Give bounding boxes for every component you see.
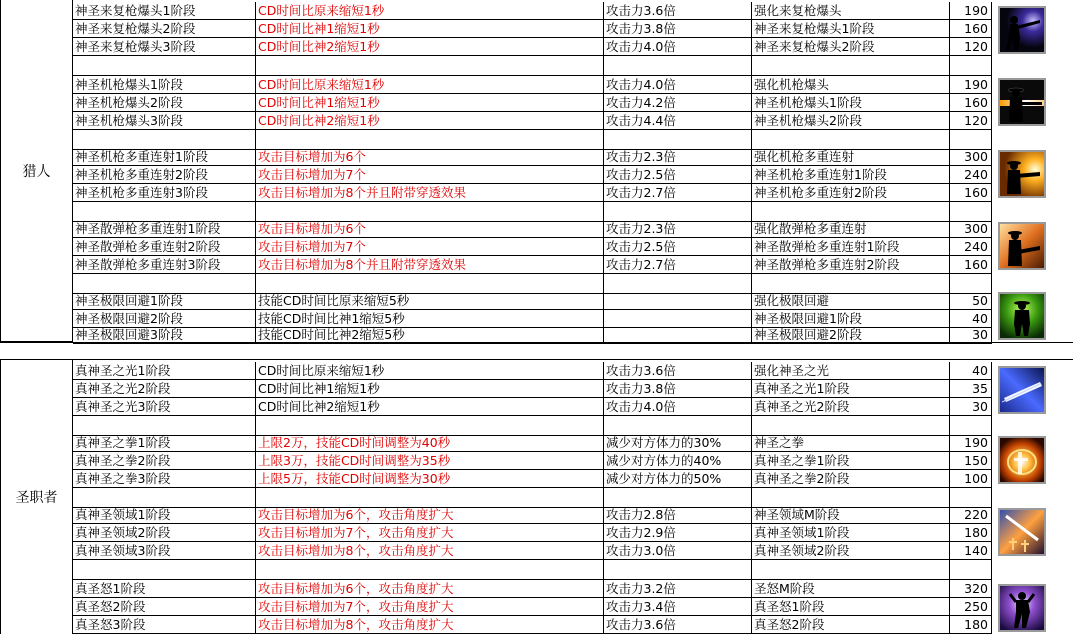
skill-desc: 攻击目标增加为6个	[256, 148, 604, 166]
spacer-cell	[604, 130, 752, 150]
skill-attack: 攻击力2.3倍	[604, 148, 752, 166]
spacer-cell	[752, 416, 950, 436]
table-row	[0, 470, 1073, 488]
skill-prereq: 真神圣之光2阶段	[752, 398, 950, 416]
extreme-evasion-icon	[998, 292, 1046, 340]
table-row	[0, 38, 1073, 56]
spacer-cell	[752, 130, 950, 150]
skill-points: 300	[950, 220, 992, 238]
skill-attack: 攻击力2.7倍	[604, 184, 752, 202]
skill-desc: CD时间比原来缩短1秒	[256, 2, 604, 20]
skill-attack: 攻击力4.0倍	[604, 398, 752, 416]
skill-name: 神圣极限回避3阶段	[73, 326, 256, 344]
skill-points: 190	[950, 76, 992, 94]
skill-points: 160	[950, 94, 992, 112]
skill-name: 神圣机枪多重连射3阶段	[73, 184, 256, 202]
skill-points: 180	[950, 524, 992, 542]
skill-desc: 上限2万，技能CD时间调整为40秒	[256, 434, 604, 452]
spacer-cell	[752, 202, 950, 222]
skill-name: 真神圣领域3阶段	[73, 542, 256, 560]
spacer-cell	[950, 488, 992, 508]
skill-desc: 攻击目标增加为8个并且附带穿透效果	[256, 184, 604, 202]
skill-points: 240	[950, 166, 992, 184]
spacer-cell	[73, 56, 256, 76]
holy-light-icon	[998, 366, 1046, 414]
skill-attack: 攻击力3.0倍	[604, 542, 752, 560]
table-row	[0, 238, 1073, 256]
skill-desc: 攻击目标增加为7个，攻击角度扩大	[256, 598, 604, 616]
spacer-cell	[950, 202, 992, 222]
skill-name: 真神圣之光2阶段	[73, 380, 256, 398]
skill-attack: 攻击力2.8倍	[604, 506, 752, 524]
skill-name: 神圣机枪多重连射2阶段	[73, 166, 256, 184]
skill-name: 神圣来复枪爆头3阶段	[73, 38, 256, 56]
spacer-cell	[256, 416, 604, 436]
skill-name: 真神圣领域1阶段	[73, 506, 256, 524]
skill-name: 神圣散弹枪多重连射1阶段	[73, 220, 256, 238]
spacer-cell	[73, 202, 256, 222]
machinegun-multishot-icon	[998, 150, 1046, 198]
skill-attack: 攻击力4.2倍	[604, 94, 752, 112]
skill-name: 真神圣之拳1阶段	[73, 434, 256, 452]
table-row	[0, 256, 1073, 274]
skill-attack: 攻击力2.5倍	[604, 238, 752, 256]
skill-name: 真神圣之光1阶段	[73, 362, 256, 380]
table-row	[0, 94, 1073, 112]
table-row	[0, 506, 1073, 524]
skill-points: 190	[950, 2, 992, 20]
spacer-cell	[73, 130, 256, 150]
table-row	[0, 166, 1073, 184]
skill-attack: 减少对方体力的50%	[604, 470, 752, 488]
skill-prereq: 强化神圣之光	[752, 362, 950, 380]
skill-points: 250	[950, 598, 992, 616]
table-row	[0, 380, 1073, 398]
table-row	[0, 542, 1073, 560]
table-row	[0, 76, 1073, 94]
skill-attack	[604, 292, 752, 310]
skill-desc: CD时间比神2缩短1秒	[256, 398, 604, 416]
skill-prereq: 神圣来复枪爆头2阶段	[752, 38, 950, 56]
table-row	[0, 148, 1073, 166]
skill-prereq: 强化极限回避	[752, 292, 950, 310]
skill-name: 真圣怒2阶段	[73, 598, 256, 616]
skill-points: 160	[950, 256, 992, 274]
skill-name: 神圣来复枪爆头1阶段	[73, 2, 256, 20]
skill-desc: 攻击目标增加为8个并且附带穿透效果	[256, 256, 604, 274]
skill-name: 真圣怒1阶段	[73, 580, 256, 598]
spacer-cell	[73, 560, 256, 580]
spacer-cell	[950, 130, 992, 150]
class-hunter-text: 猎人	[22, 163, 51, 180]
spacer-cell	[256, 560, 604, 580]
table-row	[0, 434, 1073, 452]
skill-prereq: 圣怒M阶段	[752, 580, 950, 598]
table-row	[0, 598, 1073, 616]
skill-prereq: 神圣之拳	[752, 434, 950, 452]
spacer-cell	[256, 202, 604, 222]
skill-desc: 攻击目标增加为6个，攻击角度扩大	[256, 506, 604, 524]
spacer-cell	[950, 274, 992, 294]
skill-points: 30	[950, 398, 992, 416]
skill-points: 160	[950, 184, 992, 202]
skill-points: 220	[950, 506, 992, 524]
skill-name: 神圣散弹枪多重连射2阶段	[73, 238, 256, 256]
skill-desc: 技能CD时间比原来缩短5秒	[256, 292, 604, 310]
skill-points: 240	[950, 238, 992, 256]
skill-prereq: 真圣怒1阶段	[752, 598, 950, 616]
skill-points: 50	[950, 292, 992, 310]
skill-attack: 攻击力3.8倍	[604, 380, 752, 398]
skill-points: 190	[950, 434, 992, 452]
spacer-cell	[752, 488, 950, 508]
skill-points: 320	[950, 580, 992, 598]
spacer-cell	[950, 56, 992, 76]
skill-attack: 攻击力4.4倍	[604, 112, 752, 130]
table-row	[0, 524, 1073, 542]
skill-points: 40	[950, 362, 992, 380]
table-row	[0, 616, 1073, 634]
skill-desc: CD时间比神2缩短1秒	[256, 112, 604, 130]
skill-prereq: 强化机枪爆头	[752, 76, 950, 94]
skill-prereq: 神圣散弹枪多重连射2阶段	[752, 256, 950, 274]
skill-desc: 攻击目标增加为6个，攻击角度扩大	[256, 580, 604, 598]
table-row	[0, 2, 1073, 20]
skill-prereq: 神圣机枪爆头2阶段	[752, 112, 950, 130]
rifle-headshot-icon	[998, 6, 1046, 54]
skill-prereq: 神圣散弹枪多重连射1阶段	[752, 238, 950, 256]
spacer-cell	[73, 488, 256, 508]
table-row	[0, 398, 1073, 416]
skill-attack: 攻击力3.4倍	[604, 598, 752, 616]
skill-prereq: 真神圣之光1阶段	[752, 380, 950, 398]
skill-desc: CD时间比神1缩短1秒	[256, 20, 604, 38]
spacer-cell	[752, 560, 950, 580]
skill-desc: 攻击目标增加为7个，攻击角度扩大	[256, 524, 604, 542]
holy-fist-icon	[998, 436, 1046, 484]
skill-attack: 减少对方体力的30%	[604, 434, 752, 452]
skill-desc: 上限5万，技能CD时间调整为30秒	[256, 470, 604, 488]
skill-desc: 攻击目标增加为7个	[256, 238, 604, 256]
spacer-cell	[604, 202, 752, 222]
skill-attack: 攻击力3.2倍	[604, 580, 752, 598]
skill-prereq: 真神圣之拳2阶段	[752, 470, 950, 488]
table-row	[0, 580, 1073, 598]
skill-attack: 攻击力3.6倍	[604, 362, 752, 380]
spacer-cell	[256, 274, 604, 294]
skill-attack: 攻击力2.9倍	[604, 524, 752, 542]
skill-name: 神圣机枪多重连射1阶段	[73, 148, 256, 166]
skill-desc: CD时间比神1缩短1秒	[256, 94, 604, 112]
spacer-cell	[752, 274, 950, 294]
table-row	[0, 452, 1073, 470]
skill-desc: CD时间比神1缩短1秒	[256, 380, 604, 398]
skill-points: 180	[950, 616, 992, 634]
skill-desc: 技能CD时间比神2缩短5秒	[256, 326, 604, 344]
skill-points: 40	[950, 310, 992, 328]
skill-desc: 攻击目标增加为7个	[256, 166, 604, 184]
skill-points: 120	[950, 112, 992, 130]
skill-desc: 上限3万，技能CD时间调整为35秒	[256, 452, 604, 470]
skill-prereq: 神圣极限回避2阶段	[752, 326, 950, 344]
table-row	[0, 184, 1073, 202]
skill-prereq: 真神圣领域1阶段	[752, 524, 950, 542]
skill-prereq: 神圣机枪多重连射1阶段	[752, 166, 950, 184]
skill-points: 35	[950, 380, 992, 398]
skill-points: 160	[950, 20, 992, 38]
skill-desc: CD时间比原来缩短1秒	[256, 76, 604, 94]
skill-desc: 技能CD时间比神1缩短5秒	[256, 310, 604, 328]
skill-prereq: 神圣机枪爆头1阶段	[752, 94, 950, 112]
spacer-cell	[950, 416, 992, 436]
skill-desc: 攻击目标增加为8个，攻击角度扩大	[256, 542, 604, 560]
skill-attack: 攻击力3.6倍	[604, 616, 752, 634]
skill-desc: CD时间比神2缩短1秒	[256, 38, 604, 56]
skill-prereq: 神圣来复枪爆头1阶段	[752, 20, 950, 38]
skill-desc: 攻击目标增加为6个	[256, 220, 604, 238]
skill-attack: 攻击力2.5倍	[604, 166, 752, 184]
spacer-cell	[752, 56, 950, 76]
skill-points: 150	[950, 452, 992, 470]
skill-prereq: 神圣极限回避1阶段	[752, 310, 950, 328]
skill-attack: 攻击力2.7倍	[604, 256, 752, 274]
skill-desc: CD时间比原来缩短1秒	[256, 362, 604, 380]
shotgun-multishot-icon	[998, 222, 1046, 270]
skill-attack: 攻击力3.8倍	[604, 20, 752, 38]
skill-points: 100	[950, 470, 992, 488]
skill-name: 神圣机枪爆头2阶段	[73, 94, 256, 112]
holy-field-icon	[998, 508, 1046, 556]
spacer-cell	[604, 56, 752, 76]
skill-prereq: 真圣怒2阶段	[752, 616, 950, 634]
machinegun-headshot-icon	[998, 78, 1046, 126]
spacer-cell	[604, 560, 752, 580]
table-row	[0, 112, 1073, 130]
skill-name: 真神圣之拳3阶段	[73, 470, 256, 488]
spacer-cell	[256, 56, 604, 76]
spacer-cell	[256, 130, 604, 150]
skill-name: 神圣极限回避2阶段	[73, 310, 256, 328]
skill-prereq: 强化机枪多重连射	[752, 148, 950, 166]
table-row	[0, 220, 1073, 238]
skill-prereq: 真神圣领域2阶段	[752, 542, 950, 560]
skill-name: 神圣机枪爆头1阶段	[73, 76, 256, 94]
spacer-cell	[604, 274, 752, 294]
skill-attack: 减少对方体力的40%	[604, 452, 752, 470]
skill-attack: 攻击力4.0倍	[604, 76, 752, 94]
spacer-cell	[73, 416, 256, 436]
class-crusader-text: 圣职者	[15, 490, 58, 506]
skill-name: 神圣散弹枪多重连射3阶段	[73, 256, 256, 274]
skill-name: 真神圣之光3阶段	[73, 398, 256, 416]
spacer-cell	[256, 488, 604, 508]
skill-attack: 攻击力4.0倍	[604, 38, 752, 56]
skill-attack: 攻击力3.6倍	[604, 2, 752, 20]
section-divider	[0, 342, 1073, 360]
spacer-cell	[950, 560, 992, 580]
skill-prereq: 神圣领域M阶段	[752, 506, 950, 524]
spacer-cell	[73, 274, 256, 294]
skill-name: 神圣机枪爆头3阶段	[73, 112, 256, 130]
skill-points: 30	[950, 326, 992, 344]
spacer-cell	[604, 488, 752, 508]
skill-name: 真神圣领域2阶段	[73, 524, 256, 542]
skill-name: 神圣极限回避1阶段	[73, 292, 256, 310]
skill-prereq: 真神圣之拳1阶段	[752, 452, 950, 470]
holy-wrath-icon	[998, 584, 1046, 632]
skill-prereq: 强化散弹枪多重连射	[752, 220, 950, 238]
spacer-cell	[604, 416, 752, 436]
skill-name: 神圣来复枪爆头2阶段	[73, 20, 256, 38]
skill-prereq: 强化来复枪爆头	[752, 2, 950, 20]
table-row	[0, 292, 1073, 310]
skill-attack: 攻击力2.3倍	[604, 220, 752, 238]
skill-points: 300	[950, 148, 992, 166]
skill-name: 真圣怒3阶段	[73, 616, 256, 634]
skill-desc: 攻击目标增加为8个，攻击角度扩大	[256, 616, 604, 634]
skill-points: 140	[950, 542, 992, 560]
table-row	[0, 20, 1073, 38]
table-row	[0, 362, 1073, 380]
skill-prereq: 神圣机枪多重连射2阶段	[752, 184, 950, 202]
skill-name: 真神圣之拳2阶段	[73, 452, 256, 470]
skill-points: 120	[950, 38, 992, 56]
